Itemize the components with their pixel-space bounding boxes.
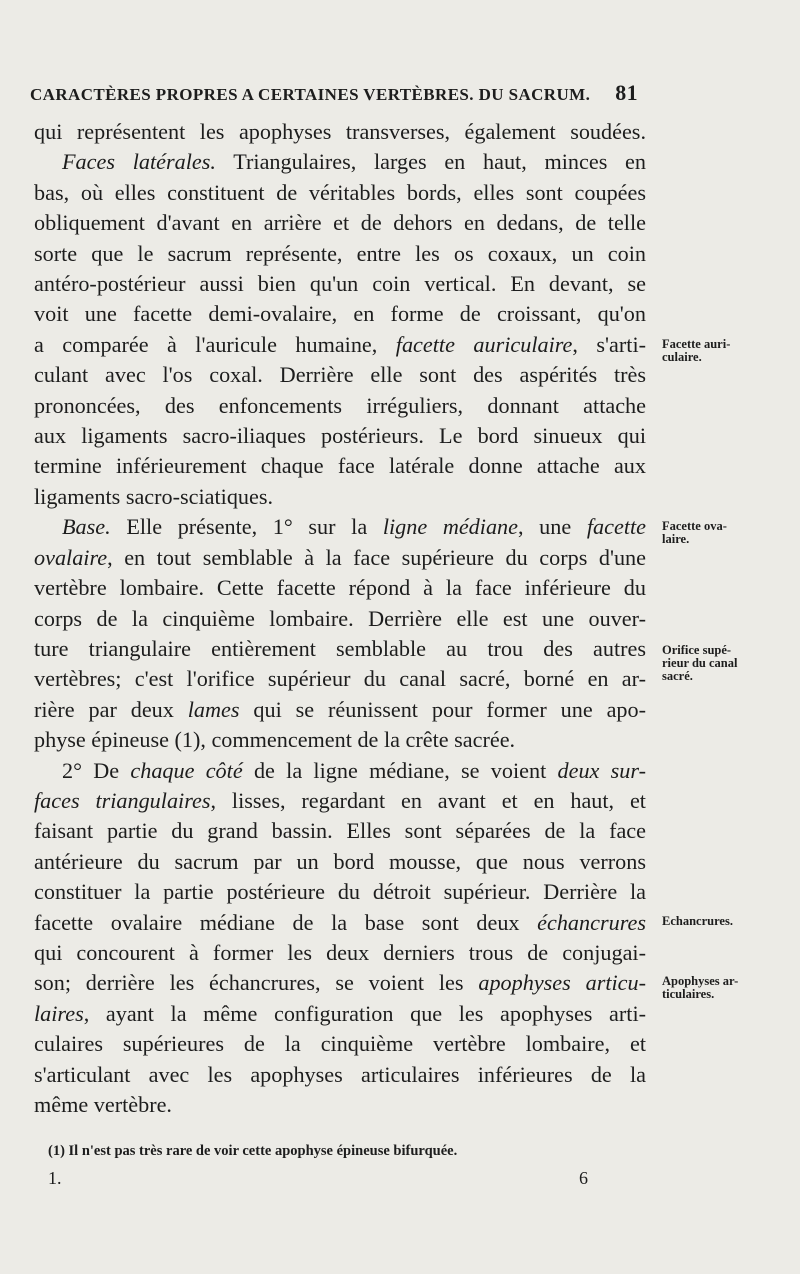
text-run: vertèbre lombaire. Cette facette répond à la face inférieure du xyxy=(34,575,646,601)
text-line xyxy=(34,1090,646,1120)
text-run: sorte que le sacrum représente, entre les os coxaux, un coin xyxy=(34,240,646,266)
text-run: , ayant la même configuration que les apophyses arti- xyxy=(83,1000,646,1026)
text-run: qui se réunissent pour former une apo- xyxy=(239,696,646,722)
text-line xyxy=(34,664,646,694)
text-line xyxy=(34,178,646,208)
italic-term: facette xyxy=(586,514,646,540)
text-line xyxy=(34,816,646,846)
body-text xyxy=(34,117,646,1120)
margin-note-text: Orifice supé- rieur du canal sacré. xyxy=(662,643,738,683)
text-run: termine inférieurement chaque face latérale donne attache aux xyxy=(34,453,646,479)
margin-note-facette-auriculaire xyxy=(662,338,790,364)
text-line xyxy=(34,451,646,481)
italic-term: Faces latérales. xyxy=(62,149,216,175)
italic-term: apophyses articu- xyxy=(478,970,646,996)
signature-line xyxy=(48,1168,588,1189)
text-line xyxy=(34,756,646,786)
margin-note-text: Echancrures. xyxy=(662,914,733,928)
text-run: antéro-postérieur aussi bien qu'un coin vertical. En devant, se xyxy=(34,271,646,297)
text-run: constituer la partie postérieure du détroit supérieur. Derrière la xyxy=(34,879,646,905)
margin-note-text: Facette auri- culaire. xyxy=(662,337,731,364)
page-number: 81 xyxy=(615,80,638,105)
text-run: 2° De xyxy=(62,757,131,783)
running-header xyxy=(30,80,638,106)
margin-note-orifice xyxy=(662,644,790,683)
italic-term: ligne médiane xyxy=(382,514,518,540)
text-run: facette ovalaire médiane de la base sont deux xyxy=(34,909,538,935)
signature-mark: 1. xyxy=(48,1168,62,1188)
text-run: a comparée à l'auricule humaine, xyxy=(34,331,396,357)
text-run: s'articulant avec les apophyses articulaires inférieures de la xyxy=(34,1061,646,1087)
text-line xyxy=(34,1060,646,1090)
text-run: , en tout semblable à la face supérieure du corps d'une xyxy=(107,544,646,570)
text-run: obliquement d'avant en arrière et de dehors en dedans, de telle xyxy=(34,210,646,236)
italic-term: ovalaire xyxy=(34,544,108,570)
text-run: Triangulaires, larges en haut, minces en xyxy=(215,149,646,175)
text-run: aux ligaments sacro-iliaques postérieurs. Le bord sinueux qui xyxy=(34,423,646,449)
text-run: , s'arti- xyxy=(572,331,647,357)
text-run: rière par deux xyxy=(34,696,188,722)
text-run: de la ligne médiane, se voient xyxy=(242,757,558,783)
text-line xyxy=(34,482,646,512)
text-line xyxy=(34,239,646,269)
text-run: son; derrière les échancrures, se voient les xyxy=(34,970,479,996)
text-line xyxy=(34,725,646,755)
margin-note-text: Apophyses ar- ticulaires. xyxy=(662,974,739,1001)
text-line xyxy=(34,847,646,877)
text-run: ligaments sacro-sciatiques. xyxy=(34,483,274,509)
text-line xyxy=(34,634,646,664)
text-run: culaires supérieures de la cinquième vertèbre lombaire, et xyxy=(34,1031,646,1057)
italic-term: facette auriculaire xyxy=(395,331,573,357)
text-line xyxy=(34,360,646,390)
margin-note-apophyses xyxy=(662,975,790,1001)
text-line xyxy=(34,330,646,360)
footnote: (1) Il n'est pas très rare de voir cette apophyse épineuse bifurquée. xyxy=(48,1143,458,1159)
italic-term: laires xyxy=(34,1000,84,1026)
margin-note-facette-ovalaire xyxy=(662,520,790,546)
text-line xyxy=(34,299,646,329)
text-run: bas, où elles constituent de véritables bords, elles sont coupées xyxy=(34,179,646,205)
text-run: physe épineuse (1), commencement de la crête sacrée. xyxy=(34,727,516,753)
text-run: qui représentent les apophyses transverses, également soudées. xyxy=(34,119,646,144)
text-line xyxy=(34,391,646,421)
text-line xyxy=(34,1029,646,1059)
text-line xyxy=(34,908,646,938)
text-run: Elle présente, 1° sur la xyxy=(110,514,383,540)
running-title: CARACTÈRES PROPRES A CERTAINES VERTÈBRES. DU SACRUM. xyxy=(30,85,591,104)
text-line xyxy=(34,999,646,1029)
text-line xyxy=(34,512,646,542)
text-run: prononcées, des enfoncements irréguliers, donnant attache xyxy=(34,392,646,418)
text-run: , lisses, regardant en avant et en haut, et xyxy=(210,787,646,813)
italic-term: lames xyxy=(187,696,240,722)
text-line xyxy=(34,573,646,603)
text-line xyxy=(34,695,646,725)
text-run: , une xyxy=(517,514,587,540)
italic-term: deux sur- xyxy=(557,757,646,783)
italic-term: échancrures xyxy=(537,909,646,935)
text-run: antérieure du sacrum par un bord mousse, que nous verrons xyxy=(34,848,646,874)
margin-note-text: Facette ova- laire. xyxy=(662,519,727,546)
text-run: ture triangulaire entièrement semblable au trou des autres xyxy=(34,635,646,661)
sheet-number: 6 xyxy=(579,1168,588,1188)
text-run: qui concourent à former les deux derniers trous de conjugai- xyxy=(34,939,646,965)
text-run: corps de la cinquième lombaire. Derrière elle est une ouver- xyxy=(34,605,646,631)
text-line xyxy=(34,604,646,634)
text-run: faisant partie du grand bassin. Elles sont séparées de la face xyxy=(34,818,646,844)
text-line xyxy=(34,208,646,238)
text-line xyxy=(34,968,646,998)
margin-note-echancrures xyxy=(662,915,790,928)
text-line xyxy=(34,543,646,573)
text-line xyxy=(34,938,646,968)
text-run: culant avec l'os coxal. Derrière elle sont des aspérités très xyxy=(34,362,646,388)
text-line xyxy=(34,269,646,299)
text-line xyxy=(34,147,646,177)
text-run: voit une facette demi-ovalaire, en forme de croissant, qu'on xyxy=(34,301,646,327)
text-run: vertèbres; c'est l'orifice supérieur du canal sacré, borné en ar- xyxy=(34,666,646,692)
italic-term: chaque côté xyxy=(130,757,243,783)
italic-term: faces triangulaires xyxy=(34,787,211,813)
text-run: même vertèbre. xyxy=(34,1092,172,1117)
text-line xyxy=(34,786,646,816)
text-line xyxy=(34,117,646,147)
italic-term: Base. xyxy=(62,514,111,540)
text-line xyxy=(34,877,646,907)
text-line xyxy=(34,421,646,451)
